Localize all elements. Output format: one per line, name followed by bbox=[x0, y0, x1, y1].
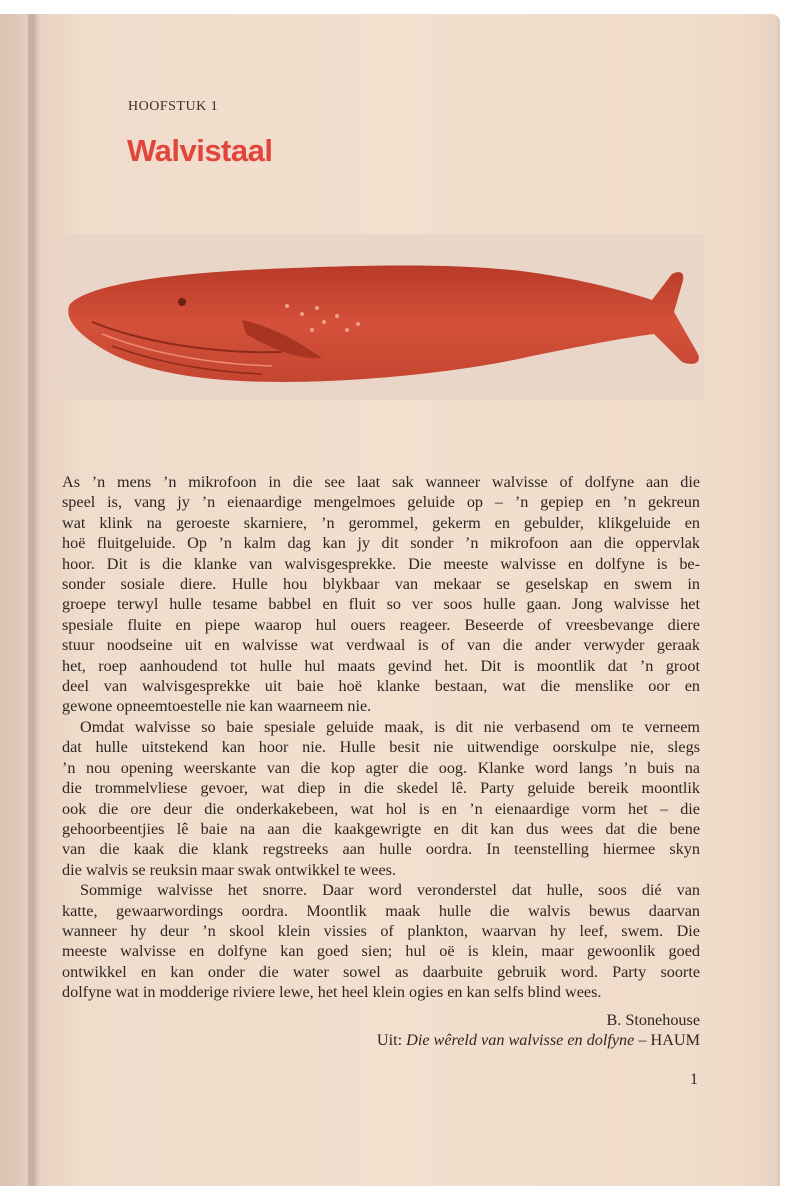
text-line: ’n nou opening weerskante van die kop agter die oog. Klanke word langs ’n buis na bbox=[62, 758, 700, 777]
spine-shadow bbox=[28, 14, 38, 1186]
text-line: die trommelvliese gevoer, wat diep in die skedel lê. Party geluide bereik moontlik bbox=[62, 779, 700, 798]
text-line: die walvis se reuksin maar swak ontwikkel te wees. bbox=[62, 860, 397, 879]
text-line: van die kaak die klank regstreeks aan hulle oordra. In teenstelling hiermee skyn bbox=[62, 840, 700, 859]
source-prefix: Uit: bbox=[376, 1031, 407, 1050]
text-line: spesiale fluite en piepe waarop hul ouers reageer. Beseerde of vreesbevange diere bbox=[62, 615, 700, 634]
text-line: Omdat walvisse so baie spesiale geluide maak, is dit nie verbasend om te verneem bbox=[80, 717, 700, 736]
paragraph-1 bbox=[62, 472, 700, 717]
paragraph-2 bbox=[62, 717, 700, 880]
chapter-title: Walvistaal bbox=[127, 133, 273, 168]
text-line: speel is, vang jy ’n eienaardige mengelmoes geluide op – ’n gepiep en ’n gekreun bbox=[62, 493, 700, 512]
text-line: dat hulle uitstekend kan hoor nie. Hulle besit nie uitwendige oorskulpe nie, slegs bbox=[62, 738, 700, 757]
text-line: dolfyne wat in modderige riviere lewe, het heel klein ogies en kan selfs blind wees. bbox=[62, 983, 602, 1002]
text-line: sonder sosiale diere. Hulle hou blykbaar van mekaar se geselskap en swem in bbox=[62, 575, 700, 594]
text-line: wanneer hy deur ’n skool klein vissies of plankton, waarvan hy leef, swem. Die bbox=[62, 921, 700, 940]
author-name: B. Stonehouse bbox=[606, 1011, 700, 1029]
paragraph-3 bbox=[62, 880, 700, 1002]
source-citation bbox=[377, 1030, 700, 1050]
article-body bbox=[62, 472, 700, 1003]
text-line: deel van walvisgesprekke uit baie hoë klanke bestaan, wat die menslike oor en bbox=[62, 677, 700, 696]
text-line: hoë fluitgeluide. Op ’n kalm dag kan jy dit sonder ’n mikrofoon aan die oppervlak bbox=[62, 534, 700, 553]
page-number: 1 bbox=[690, 1071, 698, 1088]
text-line: ontwikkel en kan onder die water sowel as daarbuite gebruik word. Party soorte bbox=[62, 962, 700, 981]
text-line: stuur noodseine uit en walvisse wat verdwaal is of van die ander verwyder geraak bbox=[62, 636, 700, 655]
text-line: meeste walvisse en dolfyne kan goed sien; hul oë is klein, maar gewoonlik goed bbox=[62, 942, 700, 961]
chapter-label: HOOFSTUK 1 bbox=[128, 99, 219, 114]
attribution bbox=[377, 1010, 700, 1051]
text-line: katte, gewaarwordings oordra. Moontlik maak hulle die walvis bewus daarvan bbox=[62, 901, 700, 920]
text-line: ook die ore deur die onderkakebeen, wat hol is en ’n eienaardige vorm het – die bbox=[62, 799, 700, 818]
source-publisher: – HAUM bbox=[634, 1031, 700, 1050]
text-line: het, roep aanhoudend tot hulle hul maats gevind het. Dit is moontlik dat ’n groot bbox=[62, 656, 700, 675]
source-title: Die wêreld van walvisse en dolfyne bbox=[406, 1031, 635, 1050]
text-line: Sommige walvisse het snorre. Daar word veronderstel dat hulle, soos dié van bbox=[80, 881, 700, 900]
whale-illustration bbox=[62, 234, 704, 400]
text-line: gewone opneemtoestelle nie kan waarneem nie. bbox=[62, 697, 372, 716]
text-line: groepe terwyl hulle tesame babbel en fluit so ver soos hulle gaan. Jong walvisse het bbox=[62, 595, 700, 614]
text-line: As ’n mens ’n mikrofoon in die see laat sak wanneer walvisse of dolfyne aan die bbox=[62, 473, 700, 491]
whale-icon bbox=[62, 234, 704, 400]
text-line: hoor. Dit is die klanke van walvisgesprekke. Die meeste walvisse en dolfyne is be- bbox=[62, 554, 700, 573]
text-line: wat klink na geroeste skarniere, ’n gerommel, gekerm en gebulder, klikgeluide en bbox=[62, 513, 700, 532]
text-line: gehoorbeentjies lê baie na aan die kaakgewrigte en dit kan dus wees dat die bene bbox=[62, 819, 700, 838]
